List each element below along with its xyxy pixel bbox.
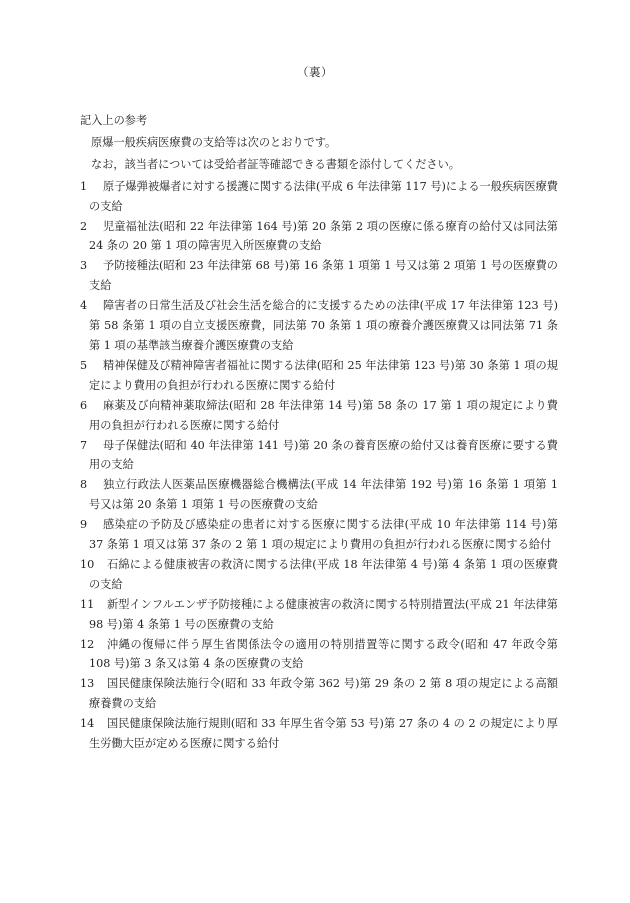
item-number: 6 (80, 398, 88, 412)
item-number: 12 (80, 637, 95, 651)
item-text: 沖縄の復帰に伴う厚生省関係法令の適用の特別措置等に関する政令(昭和 47 年政令第 108 号)第 3 条又は第 4 条の医療費の支給 (89, 637, 558, 671)
list-item (80, 217, 558, 257)
list-item (80, 515, 558, 555)
list-item (80, 396, 558, 436)
item-text: 感染症の予防及び感染症の患者に対する医療に関する法律(平成 10 年法律第 114 号)第 37 条第 1 項又は第 37 条の 2 第 1 項の規定により費用の負担が行われる医療に関する給付 (89, 518, 558, 552)
item-text: 新型インフルエンザ予防接種による健康被害の救済に関する特別措置法(平成 21 年法律第 98 号)第 4 条第 1 号の医療費の支給 (89, 597, 558, 631)
item-number: 4 (80, 299, 88, 313)
page-side-marker: （裏） (297, 65, 333, 79)
item-text: 国民健康保険法施行令(昭和 33 年政令第 362 号)第 29 条の 2 第 8 項の規定による高額療養費の支給 (89, 677, 558, 711)
item-text: 精神保健及び精神障害者福祉に関する法律(昭和 25 年法律第 123 号)第 30 条第 1 項の規定により費用の負担が行われる医療に関する給付 (89, 358, 558, 392)
item-text: 母子保健法(昭和 40 年法律第 141 号)第 20 条の養育医療の給付又は養育医療に要する費用の支給 (89, 438, 558, 472)
list-item (80, 674, 558, 714)
list-item (80, 475, 558, 515)
item-number: 14 (80, 717, 95, 731)
item-number: 7 (80, 438, 88, 452)
item-number: 11 (80, 597, 95, 611)
list-item (80, 635, 558, 675)
item-number: 1 (80, 179, 88, 193)
item-text: 独立行政法人医薬品医療機器総合機構法(平成 14 年法律第 192 号)第 16 条第 1 項第 1 号又は第 20 条第 1 項第 1 号の医療費の支給 (89, 478, 558, 512)
item-number: 3 (80, 259, 88, 273)
item-text: 石綿による健康被害の救済に関する法律(平成 18 年法律第 4 号)第 4 条第 1 項の医療費の支給 (89, 557, 558, 591)
intro-line: 原爆一般疾病医療費の支給等は次のとおりです。 (91, 135, 337, 149)
list-item (80, 595, 558, 635)
list-item (80, 714, 558, 754)
item-text: 児童福祉法(昭和 22 年法律第 164 号)第 20 条第 2 項の医療に係る療育の給付又は同法第 24 条の 20 第 1 項の障害児入所医療費の支給 (89, 219, 558, 253)
list-item (80, 256, 558, 296)
list-item (80, 436, 558, 476)
list-item (80, 356, 558, 396)
item-number: 9 (80, 518, 88, 532)
section-heading: 記入上の参考 (80, 114, 148, 127)
item-number: 10 (80, 557, 95, 571)
item-number: 13 (80, 677, 95, 691)
list-item (80, 177, 558, 217)
list-item (80, 555, 558, 595)
intro-line: なお，該当者については受給者証等確認できる書類を添付してください。 (91, 157, 460, 171)
item-text: 国民健康保険法施行規則(昭和 33 年厚生省令第 53 号)第 27 条の 4 の 2 の規定により厚生労働大臣が定める医療に関する給付 (89, 717, 558, 751)
reference-notes (80, 111, 558, 754)
item-text: 障害者の日常生活及び社会生活を総合的に支援するための法律(平成 17 年法律第 123 号)第 58 条第 1 項の自立支援医療費，同法第 70 条第 1 項の療養介護医療費又は同法第 71 条第 1 項の基準該当療養介護医療費の支給 (89, 299, 558, 352)
list-item (80, 296, 558, 356)
item-text: 予防接種法(昭和 23 年法律第 68 号)第 16 条第 1 項第 1 号又は第 2 項第 1 号の医療費の支給 (89, 259, 558, 293)
benefit-list (80, 177, 558, 754)
item-number: 2 (80, 219, 88, 233)
item-text: 原子爆弾被爆者に対する援護に関する法律(平成 6 年法律第 117 号)による一般疾病医療費の支給 (89, 179, 558, 213)
item-text: 麻薬及び向精神薬取締法(昭和 28 年法律第 14 号)第 58 条の 17 第 1 項の規定により費用の負担が行われる医療に関する給付 (89, 398, 558, 432)
item-number: 8 (80, 478, 88, 492)
item-number: 5 (80, 358, 88, 372)
